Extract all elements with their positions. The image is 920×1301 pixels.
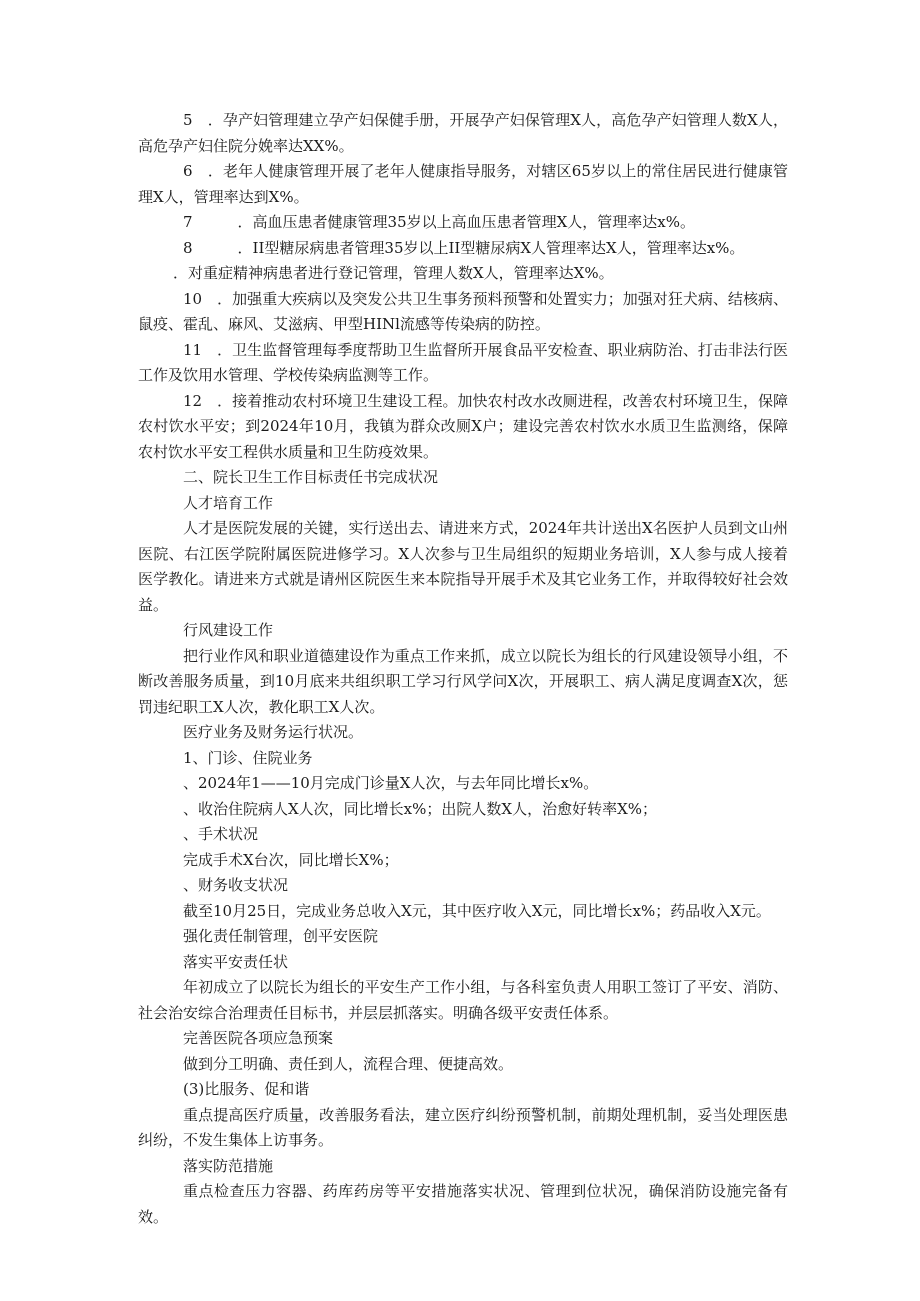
paragraph-item-7: 7 ．高血压患者健康管理35岁以上高血压患者管理X人，管理率达x%。 — [183, 213, 696, 231]
subheading-prevention: 落实防范措施 — [183, 1156, 274, 1175]
line-emergency: 做到分工明确、责任到人，流程合理、便捷高效。 — [183, 1054, 514, 1073]
subheading-conduct: 行风建设工作 — [183, 621, 274, 639]
paragraph-item-5: 5 ．孕产妇管理建立孕产妇保健手册，开展孕产妇保管理X人，高危孕产妇管理人数X人，高危孕产妇住院分娩率达XX%。 — [138, 111, 788, 155]
line-surgery: 完成手术X台次，同比增长X%； — [183, 850, 399, 869]
paragraph-prevention: 重点检查压力容器、药库药房等平安措施落实状况、管理到位状况，确保消防设施完备有效。 — [138, 1182, 788, 1226]
paragraph-item-12: 12 ．接着推动农村环境卫生建设工程。加快农村改水改厕进程，改善农村环境卫生，保障农村饮水平安；到2024年10月，我镇为群众改厕X户；建设完善农村饮水水质卫生监测络，保障农村饮水平安工程供水质量和卫生防疫效果。 — [138, 391, 788, 461]
line-finance: 截至10月25日，完成业务总收入X元，其中医疗收入X元，同比增长x%；药品收入X元。 — [183, 901, 771, 920]
subheading-operations: 医疗业务及财务运行状况。 — [183, 723, 364, 741]
paragraph-conduct: 把行业作风和职业道德建设作为重点工作来抓，成立以院长为组长的行风建设领导小组，不断改善服务质量，到10月底来共组织职工学习行风学问X次，开展职工、病人满足度调查X次，惩罚违纪职工X人次，教化职工X人次。 — [138, 646, 788, 716]
paragraph-item-9: ．对重症精神病患者进行登记管理，管理人数X人，管理率达X%。 — [173, 264, 614, 282]
subheading-responsibility: 落实平安责任状 — [183, 952, 289, 971]
subheading-surgery: 、手术状况 — [183, 825, 259, 843]
paragraph-service: 重点提高医疗质量，改善服务看法，建立医疗纠纷预警机制，前期处理机制，妥当处理医患纠纷，不发生集体上访事务。 — [138, 1105, 788, 1149]
paragraph-item-10: 10 ．加强重大疾病以及突发公共卫生事务预料预警和处置实力；加强对狂犬病、结核病、鼠疫、霍乱、麻风、艾滋病、甲型HINl流感等传染病的防控。 — [138, 289, 788, 333]
document-body — [138, 108, 788, 1230]
subheading-service: (3)比服务、促和谐 — [183, 1080, 310, 1098]
line-inpatient: 、收治住院病人X人次，同比增长x%；出院人数X人，治愈好转率X%； — [183, 799, 658, 818]
paragraph-item-11: 11 ．卫生监督管理每季度帮助卫生监督所开展食品平安检查、职业病防治、打击非法行医工作及饮用水管理、学校传染病监测等工作。 — [138, 340, 788, 384]
paragraph-talent: 人才是医院发展的关键，实行送出去、请进来方式，2024年共计送出X名医护人员到文山州医院、右江医学院附属医院进修学习。X人次参与卫生局组织的短期业务培训，X人参与成人接着医学教化。请进来方式就是请州区院医生来本院指导开展手术及其它业务工作，并取得较好社会效益。 — [138, 519, 788, 614]
subheading-outpatient: 1、门诊、住院业务 — [183, 748, 313, 767]
subheading-finance: 、财务收支状况 — [183, 876, 289, 894]
subheading-emergency: 完善医院各项应急预案 — [183, 1029, 334, 1047]
subheading-safety: 强化责任制管理，创平安医院 — [183, 927, 379, 945]
line-outpatient-volume: 、2024年1——10月完成门诊量X人次，与去年同比增长x%。 — [183, 774, 599, 792]
paragraph-item-6: 6 ．老年人健康管理开展了老年人健康指导服务，对辖区65岁以上的常住居民进行健康管理X人，管理率达到X%。 — [138, 162, 788, 206]
section-heading: 二、院长卫生工作目标责任书完成状况 — [183, 468, 439, 486]
paragraph-item-8: 8 ．II型糖尿病患者管理35岁以上II型糖尿病X人管理率达X人，管理率达x%。 — [183, 238, 745, 257]
subheading-talent: 人才培育工作 — [183, 493, 274, 512]
paragraph-responsibility: 年初成立了以院长为组长的平安生产工作小组，与各科室负责人用职工签订了平安、消防、社会治安综合治理责任目标书，并层层抓落实。明确各级平安责任体系。 — [138, 978, 788, 1022]
